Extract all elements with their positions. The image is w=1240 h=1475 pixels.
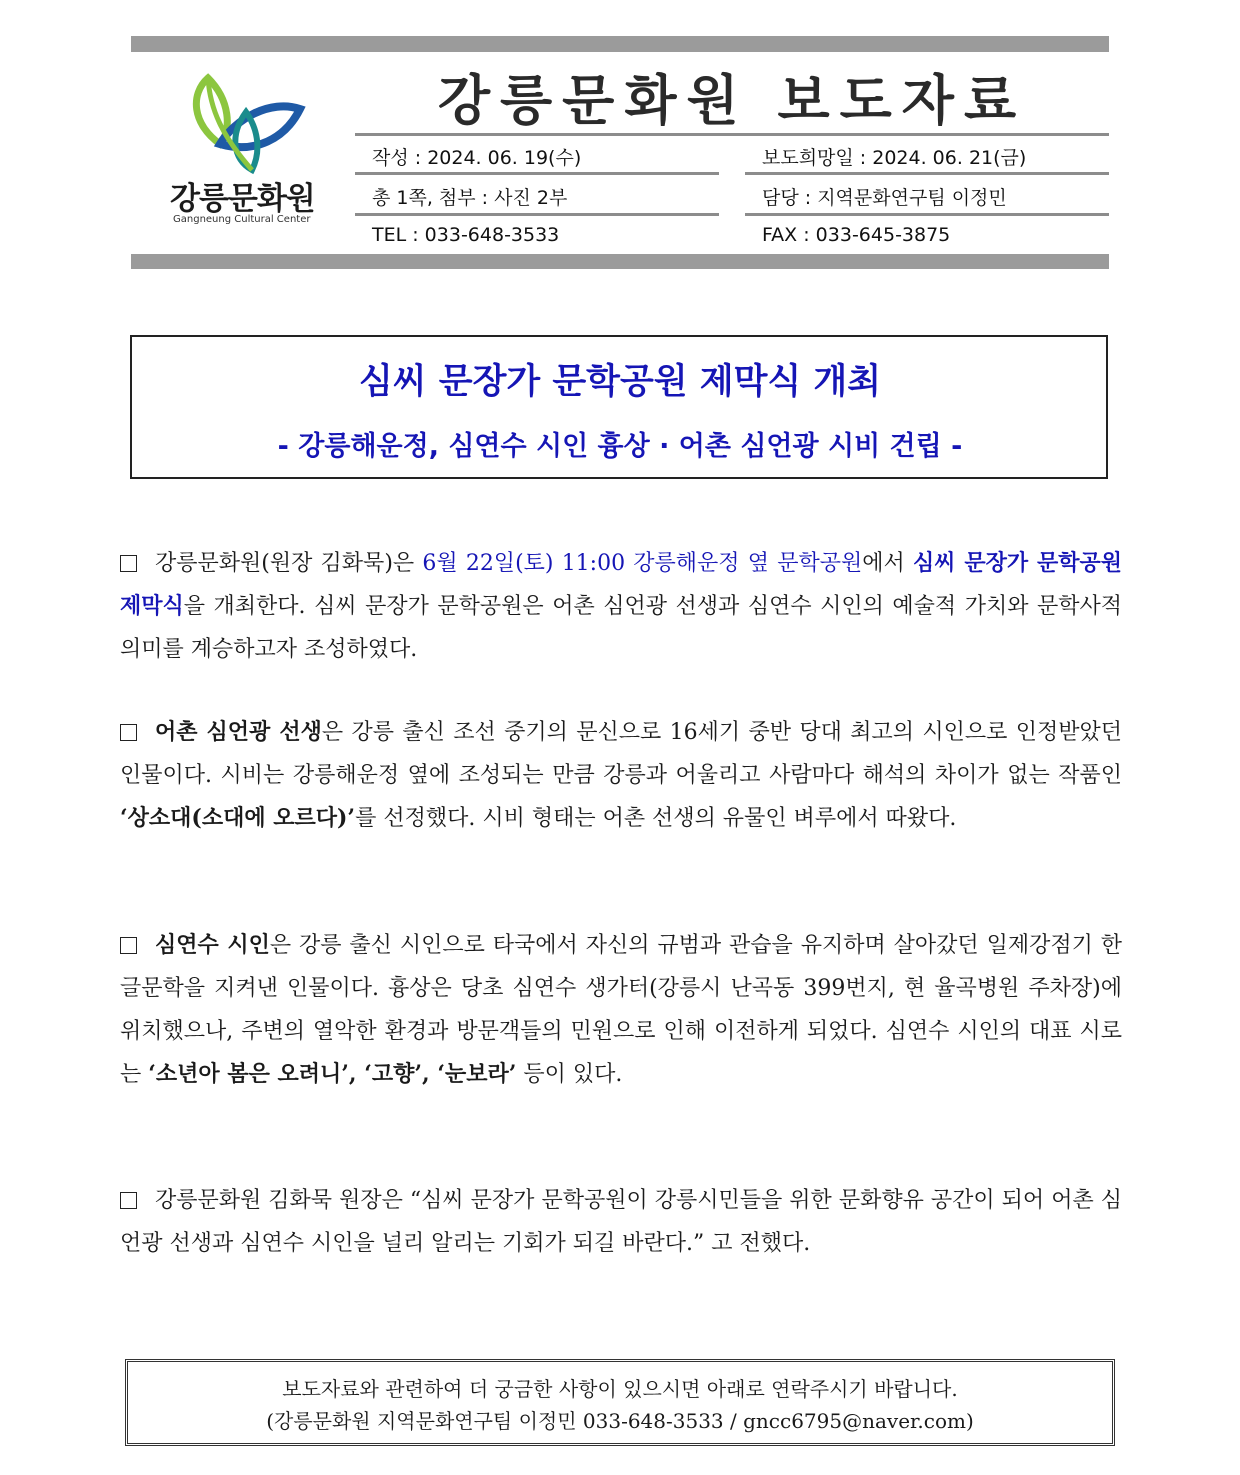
header-bottom-bar <box>131 254 1109 269</box>
work-titles: ‘소년아 봄은 오려니’, ‘고향’, ‘눈보라’ <box>148 1061 517 1087</box>
logo-subtitle: Gangneung Cultural Center <box>173 214 311 225</box>
text: 를 선정했다. 시비 형태는 어촌 선생의 유물인 벼루에서 따왔다. <box>355 806 957 831</box>
tel-number: TEL : 033-648-3533 <box>372 224 560 246</box>
paragraph-4 <box>120 1179 1122 1265</box>
text: 은 강릉 출신 조선 중기의 문신으로 16세기 중반 당대 최고의 시인으로 인정받았던 인물이다. 시비는 강릉해운정 옆에 조성되는 만큼 강릉과 어울리고 사람마다 해석의 차이가 없는 작품인 <box>120 720 1122 788</box>
text: 은 강릉 출신 시인으로 타국에서 자신의 규범과 관습을 유지하며 살아갔던 일제강점기 한글문학을 지켜낸 인물이다. 흉상은 당초 심연수 생가터(강릉시 난곡동 399번지, 현 율곡병원 주차장)에 위치했으나, 주변의 열악한 환경과 방문객들의 민원으로 인해 이전하게 되었다. 심연수 시인의 대표 시로는 <box>120 933 1122 1087</box>
headline-subtitle: - 강릉해운정, 심연수 시인 흉상 · 어촌 심언광 시비 건립 - <box>277 431 963 462</box>
event-name: 심씨 문장가 문학공원 제막식 <box>120 550 1122 619</box>
paragraph-1 <box>120 542 1122 671</box>
header-rule <box>355 133 1109 136</box>
contact-person: 담당 : 지역문화연구팀 이정민 <box>762 187 1007 209</box>
header-rule <box>745 172 1109 175</box>
text: 등이 있다. <box>516 1062 623 1087</box>
text: 강릉문화원(원장 김화묵)은 <box>155 551 423 576</box>
fax-number: FAX : 033-645-3875 <box>762 224 951 246</box>
logo-name: 강릉문화원 <box>170 181 315 217</box>
release-date: 보도희망일 : 2024. 06. 21(금) <box>762 147 1027 169</box>
checkbox-bullet-icon <box>120 1192 137 1209</box>
checkbox-bullet-icon <box>120 555 137 572</box>
page-count: 총 1쪽, 첨부 : 사진 2부 <box>372 187 568 209</box>
paragraph-3 <box>120 924 1122 1096</box>
text: 강릉문화원 김화묵 원장은 “심씨 문장가 문학공원이 강릉시민들을 위한 문화향유 공간이 되어 어촌 심언광 선생과 심연수 시인을 널리 알리는 기회가 되길 바란다.” 고 전했다. <box>120 1188 1122 1256</box>
header-rule <box>355 172 719 175</box>
text: 에서 <box>862 551 913 576</box>
paragraph-2 <box>120 711 1122 840</box>
header-rule <box>355 213 719 216</box>
written-date: 작성 : 2024. 06. 19(수) <box>372 147 582 169</box>
page-title: 강릉문화원 보도자료 <box>437 69 1027 132</box>
headline-title: 심씨 문장가 문학공원 제막식 개최 <box>358 362 882 402</box>
header-top-bar <box>131 36 1109 52</box>
event-time-place: 6월 22일(토) 11:00 강릉해운정 옆 문학공원 <box>422 551 863 576</box>
subject-name: 어촌 심언광 선생 <box>155 719 322 745</box>
contact-info: (강릉문화원 지역문화연구팀 이정민 033-648-3533 / gncc6795@naver.com) <box>266 1409 974 1433</box>
checkbox-bullet-icon <box>120 724 137 741</box>
subject-name: 심연수 시인 <box>155 932 270 958</box>
header-rule <box>745 213 1109 216</box>
text: 을 개최한다. 심씨 문장가 문학공원은 어촌 심언광 선생과 심연수 시인의 예술적 가치와 문학사적 의미를 계승하고자 조성하였다. <box>120 594 1122 662</box>
work-title: ‘상소대(소대에 오르다)’ <box>120 805 356 831</box>
contact-note: 보도자료와 관련하여 더 궁금한 사항이 있으시면 아래로 연락주시기 바랍니다. <box>282 1377 958 1401</box>
checkbox-bullet-icon <box>120 937 137 954</box>
